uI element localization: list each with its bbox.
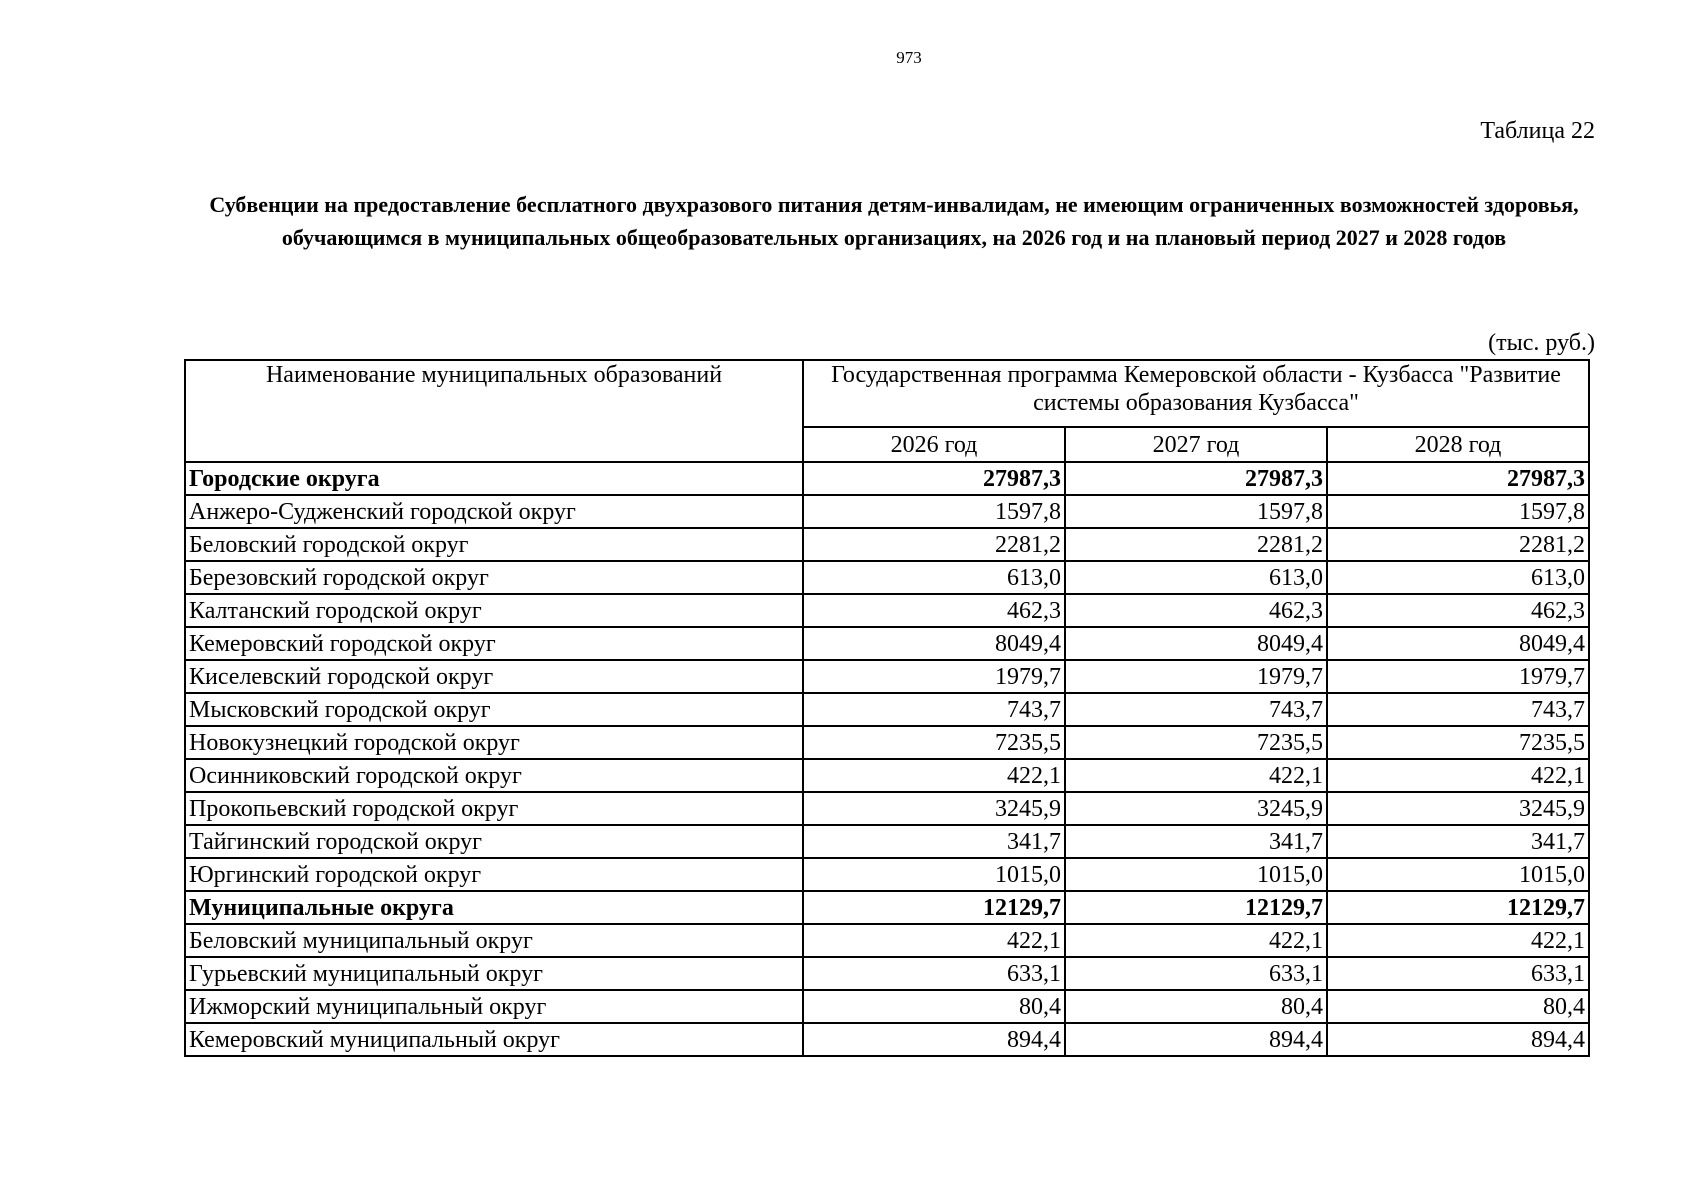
table-row [185,693,1589,726]
cell-value-2026: 27987,3 [803,462,1065,495]
cell-value-2028: 743,7 [1327,693,1589,726]
cell-value-2028: 2281,2 [1327,528,1589,561]
cell-value-2028: 1979,7 [1327,660,1589,693]
cell-value-2027: 633,1 [1065,957,1327,990]
cell-value-2026: 422,1 [803,759,1065,792]
table-row [185,726,1589,759]
cell-value-2026: 8049,4 [803,627,1065,660]
cell-municipality-name: Ижморский муниципальный округ [185,990,803,1023]
cell-value-2026: 1015,0 [803,858,1065,891]
cell-value-2027: 1597,8 [1065,495,1327,528]
cell-value-2028: 613,0 [1327,561,1589,594]
cell-municipality-name: Калтанский городской округ [185,594,803,627]
cell-value-2026: 462,3 [803,594,1065,627]
units-label: (тыс. руб.) [1488,330,1595,356]
table-row [185,858,1589,891]
cell-value-2026: 613,0 [803,561,1065,594]
cell-value-2028: 341,7 [1327,825,1589,858]
cell-value-2027: 2281,2 [1065,528,1327,561]
cell-municipality-name: Гурьевский муниципальный округ [185,957,803,990]
cell-value-2027: 743,7 [1065,693,1327,726]
cell-municipality-name: Беловский муниципальный округ [185,924,803,957]
cell-municipality-name: Осинниковский городской округ [185,759,803,792]
cell-value-2028: 633,1 [1327,957,1589,990]
cell-municipality-name: Киселевский городской округ [185,660,803,693]
header-year-2027: 2027 год [1065,427,1327,462]
table-row [185,792,1589,825]
cell-value-2028: 27987,3 [1327,462,1589,495]
cell-value-2027: 894,4 [1065,1023,1327,1056]
cell-value-2027: 3245,9 [1065,792,1327,825]
table-row [185,990,1589,1023]
table-row [185,561,1589,594]
cell-value-2027: 341,7 [1065,825,1327,858]
cell-value-2028: 8049,4 [1327,627,1589,660]
cell-value-2026: 7235,5 [803,726,1065,759]
cell-value-2027: 12129,7 [1065,891,1327,924]
table-row [185,594,1589,627]
cell-municipality-name: Тайгинский городской округ [185,825,803,858]
cell-value-2027: 1979,7 [1065,660,1327,693]
cell-value-2027: 80,4 [1065,990,1327,1023]
table-row [185,627,1589,660]
cell-value-2028: 80,4 [1327,990,1589,1023]
cell-value-2026: 2281,2 [803,528,1065,561]
table-row [185,528,1589,561]
cell-value-2027: 7235,5 [1065,726,1327,759]
subventions-table [184,359,1590,1057]
table-row [185,759,1589,792]
table-row [185,1023,1589,1056]
cell-value-2028: 422,1 [1327,924,1589,957]
table-group-row [185,891,1589,924]
cell-value-2026: 341,7 [803,825,1065,858]
cell-value-2028: 3245,9 [1327,792,1589,825]
cell-value-2026: 743,7 [803,693,1065,726]
page-number: 973 [896,48,922,67]
cell-value-2028: 12129,7 [1327,891,1589,924]
cell-value-2027: 8049,4 [1065,627,1327,660]
cell-value-2028: 7235,5 [1327,726,1589,759]
cell-municipality-name: Городские округа [185,462,803,495]
header-municipality: Наименование муниципальных образований [185,360,803,462]
cell-value-2026: 12129,7 [803,891,1065,924]
table-row [185,957,1589,990]
table-group-row [185,462,1589,495]
cell-value-2027: 462,3 [1065,594,1327,627]
cell-value-2028: 462,3 [1327,594,1589,627]
table-row [185,924,1589,957]
cell-municipality-name: Мысковский городской округ [185,693,803,726]
cell-value-2026: 80,4 [803,990,1065,1023]
cell-municipality-name: Березовский городской округ [185,561,803,594]
table-label: Таблица 22 [1480,118,1595,144]
cell-value-2028: 1015,0 [1327,858,1589,891]
document-title: Субвенции на предоставление бесплатного двухразового питания детям-инвалидам, не имеющим ограниченных возможностей здоровья, обучающимся в муниципальных общеобразовательных организациях, на 2026 год и на плановый период 2027 и 2028 годов [209,192,1579,250]
cell-municipality-name: Прокопьевский городской округ [185,792,803,825]
table-row [185,660,1589,693]
header-year-2028: 2028 год [1327,427,1589,462]
cell-municipality-name: Юргинский городской округ [185,858,803,891]
cell-value-2026: 3245,9 [803,792,1065,825]
cell-value-2026: 633,1 [803,957,1065,990]
cell-municipality-name: Анжеро-Судженский городской округ [185,495,803,528]
cell-value-2027: 27987,3 [1065,462,1327,495]
cell-municipality-name: Новокузнецкий городской округ [185,726,803,759]
cell-municipality-name: Кемеровский муниципальный округ [185,1023,803,1056]
cell-municipality-name: Кемеровский городской округ [185,627,803,660]
cell-value-2028: 422,1 [1327,759,1589,792]
cell-value-2027: 613,0 [1065,561,1327,594]
cell-value-2028: 894,4 [1327,1023,1589,1056]
cell-value-2027: 422,1 [1065,759,1327,792]
cell-municipality-name: Беловский городской округ [185,528,803,561]
cell-value-2027: 1015,0 [1065,858,1327,891]
table-row [185,825,1589,858]
cell-value-2027: 422,1 [1065,924,1327,957]
table-body [185,462,1589,1056]
cell-value-2026: 894,4 [803,1023,1065,1056]
header-program: Государственная программа Кемеровской области - Кузбасса "Развитие системы образования Кузбасса" [803,360,1589,427]
cell-municipality-name: Муниципальные округа [185,891,803,924]
cell-value-2026: 422,1 [803,924,1065,957]
table-row [185,495,1589,528]
cell-value-2026: 1597,8 [803,495,1065,528]
cell-value-2028: 1597,8 [1327,495,1589,528]
header-year-2026: 2026 год [803,427,1065,462]
cell-value-2026: 1979,7 [803,660,1065,693]
